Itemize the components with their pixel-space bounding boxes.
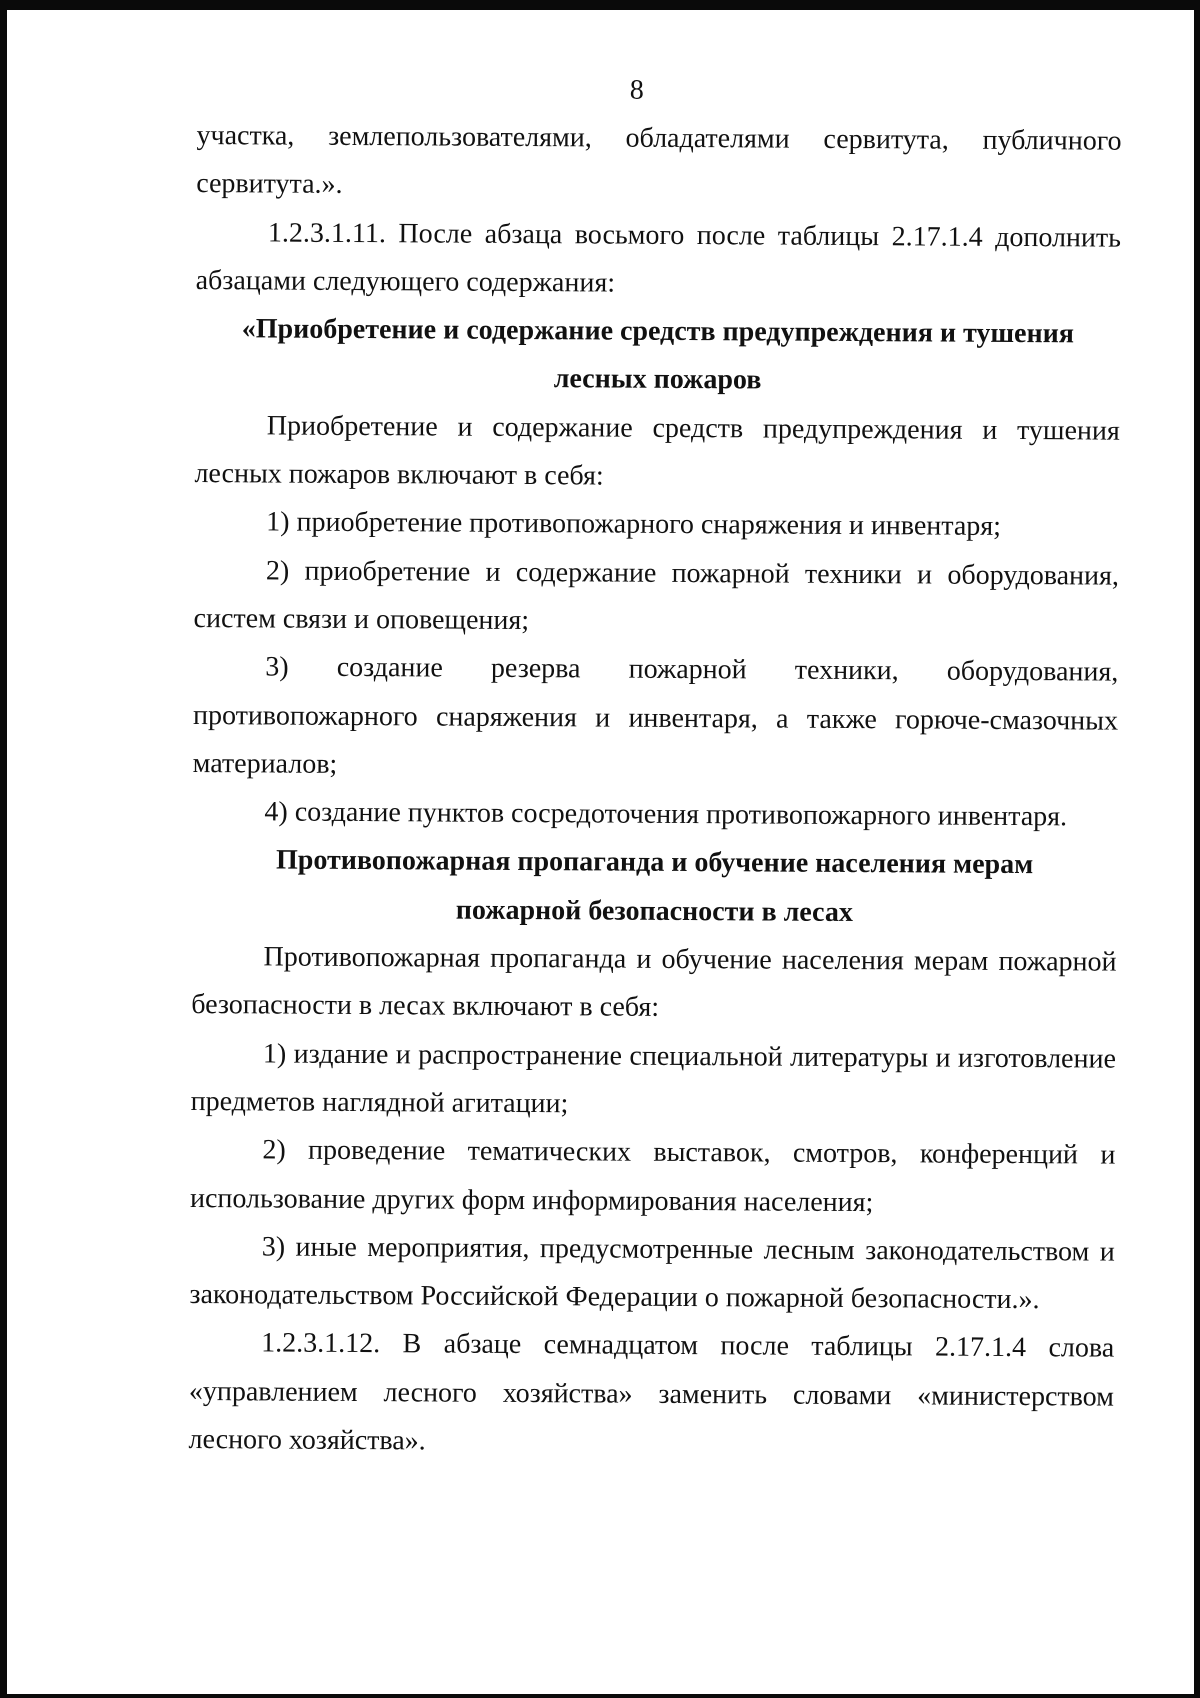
heading-line: лесных пожаров — [553, 363, 762, 396]
heading-fire-propaganda — [192, 836, 1118, 938]
list-item-propaganda-3: 3) иные мероприятия, предусмотренные лесным законодательством и законодательством Российской Федерации о пожарной безопасности.». — [189, 1231, 1115, 1316]
page-number: 8 — [629, 74, 644, 106]
list-item-propaganda-1: 1) издание и распространение специальной литературы и изготовление предметов наглядной агитации; — [190, 1038, 1117, 1120]
paragraph-equipment-intro: Приобретение и содержание средств предупреждения и тушения лесных пожаров включают в себя: — [194, 410, 1120, 492]
list-item-equipment-4: 4) создание пунктов сосредоточения противопожарного инвентаря. — [264, 796, 1068, 833]
paragraph-continuation-line1: участка, землепользователями, обладателями сервитута, публичного — [196, 119, 1122, 157]
paragraph-continuation-line2: сервитута.». — [196, 168, 343, 201]
heading-fire-prevention-equipment — [195, 305, 1121, 407]
heading-line: «Приобретение и содержание средств предупреждения и тушения — [241, 313, 1075, 350]
list-item-equipment-1: 1) приобретение противопожарного снаряжения и инвентаря; — [266, 506, 1002, 543]
heading-line: пожарной безопасности в лесах — [455, 894, 853, 928]
paragraph-clause-1-2-3-1-12: 1.2.3.1.12. В абзаце семнадцатом после таблицы 2.17.1.4 слова «управлением лесного хозяйства» заменить словами «министерством лесного хозяйства». — [188, 1327, 1115, 1457]
list-item-propaganda-2: 2) проведение тематических выставок, смотров, конференций и использование других форм информирования населения; — [189, 1134, 1116, 1218]
paragraph-clause-1-2-3-1-11: 1.2.3.1.11. После абзаца восьмого после таблицы 2.17.1.4 дополнить абзацами следующего содержания: — [195, 217, 1122, 299]
document-body — [188, 64, 1122, 1620]
list-item-equipment-3: 3) создание резерва пожарной техники, оборудования, противопожарного снаряжения и инвентаря, а также горюче-смазочных материалов; — [192, 651, 1119, 780]
heading-line: Противопожарная пропаганда и обучение населения мерам — [275, 844, 1034, 881]
list-item-equipment-2: 2) приобретение и содержание пожарной техники и оборудования, систем связи и оповещения; — [193, 555, 1119, 637]
paragraph-propaganda-intro: Противопожарная пропаганда и обучение населения мерам пожарной безопасности в лесах включают в себя: — [191, 941, 1117, 1024]
